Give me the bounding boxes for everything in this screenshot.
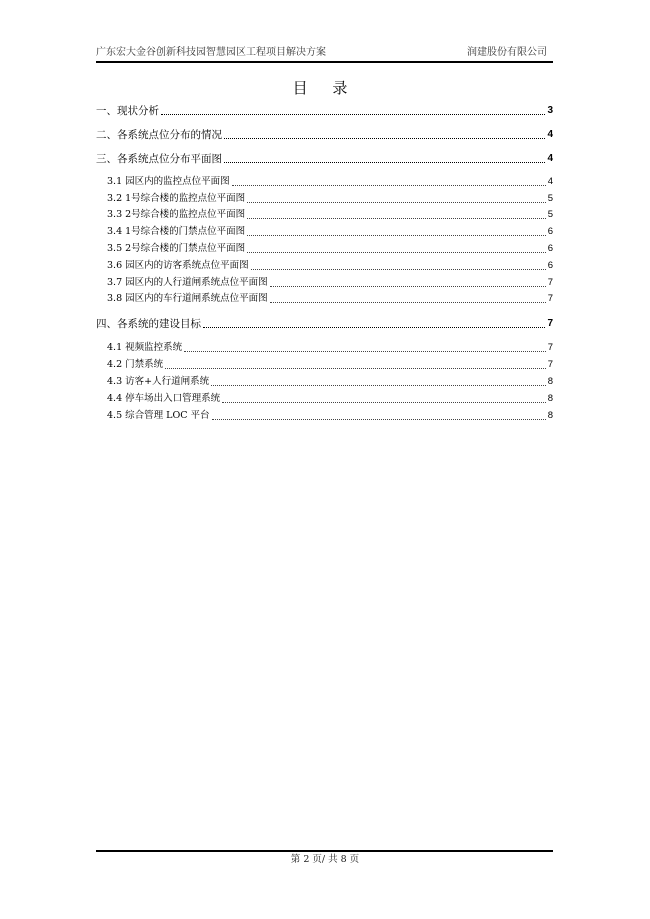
toc-leader-dots [247, 201, 546, 203]
page-footer: 第 2 页/ 共 8 页 [290, 854, 360, 865]
toc-entry-page-number: 7 [547, 318, 553, 329]
toc-leader-dots [247, 251, 546, 253]
toc-entry-page-number: 7 [547, 359, 553, 370]
toc-leader-dots [224, 137, 545, 139]
toc-entry-label: 3.3 2号综合楼的监控点位平面图 [107, 209, 246, 220]
toc-entry-4-3[interactable] [107, 375, 553, 389]
toc-leader-dots [270, 285, 546, 287]
toc-leader-dots [212, 418, 546, 420]
toc-leader-dots [232, 184, 546, 186]
toc-entry-label: 3.1 园区内的监控点位平面图 [107, 176, 230, 187]
toc-leader-dots [161, 113, 545, 115]
toc-leader-dots [165, 367, 546, 369]
toc-entry-page-number: 7 [547, 293, 553, 304]
toc-entry-page-number: 8 [547, 376, 553, 387]
toc-leader-dots [270, 301, 546, 303]
toc-entry-label: 一、现状分析 [96, 105, 159, 117]
toc-entry-4-2[interactable] [107, 358, 553, 372]
header-divider [96, 61, 553, 63]
toc-leader-dots [224, 161, 545, 163]
toc-leader-dots [211, 384, 546, 386]
toc-entry-3-5[interactable] [107, 242, 553, 256]
toc-entry-3-4[interactable] [107, 225, 553, 239]
toc-entry-page-number: 8 [547, 410, 553, 421]
toc-entry-4-1[interactable] [107, 341, 553, 355]
toc-entry-label: 3.5 2号综合楼的门禁点位平面图 [107, 243, 246, 254]
page-header [96, 46, 553, 60]
header-company-name: 润建股份有限公司 [467, 47, 547, 58]
toc-entry-label: 四、各系统的建设目标 [96, 318, 201, 330]
toc-leader-dots [247, 234, 546, 236]
toc-leader-dots [203, 326, 545, 328]
toc-entry-page-number: 8 [547, 393, 553, 404]
toc-entry-page-number: 6 [547, 260, 553, 271]
toc-leader-dots [184, 350, 546, 352]
toc-entry-4[interactable] [96, 317, 553, 331]
toc-entry-page-number: 4 [547, 153, 553, 164]
toc-entry-page-number: 7 [547, 342, 553, 353]
toc-entry-label: 三、各系统点位分布平面图 [96, 153, 222, 165]
toc-entry-2[interactable] [96, 128, 553, 142]
toc-entry-page-number: 4 [547, 129, 553, 140]
toc-title: 目 录 [292, 79, 358, 97]
toc-entry-label: 4.3 访客+人行道闸系统 [107, 376, 210, 387]
toc-entry-3-1[interactable] [107, 175, 553, 189]
toc-entry-label: 二、各系统点位分布的情况 [96, 129, 222, 141]
toc-entry-page-number: 4 [547, 176, 553, 187]
toc-entry-1[interactable] [96, 104, 553, 118]
toc-entry-3-8[interactable] [107, 292, 553, 306]
toc-entry-3-3[interactable] [107, 208, 553, 222]
toc-entry-label: 4.1 视频监控系统 [107, 342, 183, 353]
footer-divider [96, 850, 553, 852]
toc-leader-dots [251, 268, 546, 270]
toc-entry-page-number: 6 [547, 226, 553, 237]
toc-entry-label: 3.8 园区内的车行道闸系统点位平面图 [107, 293, 268, 304]
toc-entry-label: 3.2 1号综合楼的监控点位平面图 [107, 193, 246, 204]
toc-entry-page-number: 7 [547, 277, 553, 288]
toc-entry-3-6[interactable] [107, 259, 553, 273]
toc-entry-label: 4.4 停车场出入口管理系统 [107, 393, 221, 404]
header-document-title: 广东宏大金谷创新科技园智慧园区工程项目解决方案 [96, 47, 326, 58]
toc-entry-4-4[interactable] [107, 392, 553, 406]
toc-entry-page-number: 6 [547, 243, 553, 254]
toc-entry-page-number: 5 [547, 209, 553, 220]
toc-leader-dots [247, 217, 546, 219]
toc-entry-3[interactable] [96, 152, 553, 166]
toc-entry-page-number: 5 [547, 193, 553, 204]
toc-entry-label: 3.7 园区内的人行道闸系统点位平面图 [107, 277, 268, 288]
toc-entry-label: 4.5 综合管理 LOC 平台 [107, 410, 210, 421]
toc-entry-label: 3.4 1号综合楼的门禁点位平面图 [107, 226, 246, 237]
toc-entry-3-2[interactable] [107, 192, 553, 206]
toc-entry-3-7[interactable] [107, 276, 553, 290]
toc-leader-dots [222, 401, 546, 403]
toc-entry-label: 3.6 园区内的访客系统点位平面图 [107, 260, 249, 271]
toc-entry-page-number: 3 [547, 105, 553, 116]
toc-entry-4-5[interactable] [107, 409, 553, 423]
toc-entry-label: 4.2 门禁系统 [107, 359, 164, 370]
